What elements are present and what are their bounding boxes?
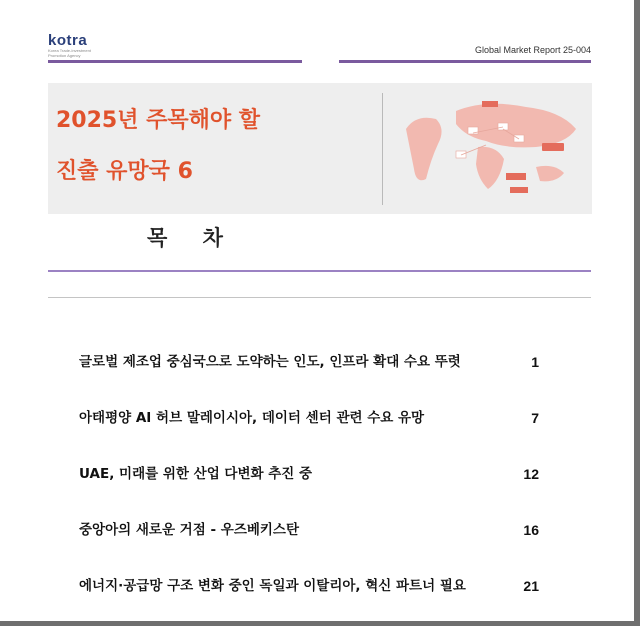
toc-item-page: 12 <box>523 466 539 482</box>
toc-item-page: 7 <box>531 410 539 426</box>
map-continent-americas <box>406 118 442 181</box>
toc-item[interactable] <box>79 463 539 485</box>
toc-rule-purple <box>48 270 591 272</box>
toc-item-label: 에너지·공급망 구조 변화 중인 독일과 이탈리아, 혁신 파트너 필요 <box>79 578 466 594</box>
world-trade-map-illustration <box>386 89 586 209</box>
toc-rule-gray <box>48 297 591 298</box>
banner-divider <box>382 93 383 205</box>
logo-text: kotra <box>48 32 88 49</box>
toc-item[interactable] <box>79 519 539 541</box>
toc-item-label: 아태평양 AI 허브 말레이시아, 데이터 센터 관련 수요 유망 <box>79 410 425 426</box>
map-box-2 <box>514 135 524 142</box>
map-truck <box>542 143 564 151</box>
map-continent-oceania <box>536 166 564 181</box>
toc-title: 목 차 <box>147 226 237 250</box>
banner-title-line1: 2025년 주목해야 할 <box>56 108 261 133</box>
map-box-3 <box>456 151 466 158</box>
title-banner <box>48 83 592 214</box>
header-rule-left <box>48 60 302 63</box>
toc-item-page: 1 <box>531 354 539 370</box>
toc-item[interactable] <box>79 575 539 597</box>
report-code: Global Market Report 25-004 <box>474 45 591 55</box>
toc-item-label: 글로벌 제조업 중심국으로 도약하는 인도, 인프라 확대 수요 뚜렷 <box>79 354 461 370</box>
map-container-2 <box>510 187 528 193</box>
map-box-1 <box>498 123 508 130</box>
header-rule-right <box>339 60 591 63</box>
map-continent-africa <box>476 147 504 189</box>
logo-subtitle-line1: Korea Trade-Investment <box>48 48 91 53</box>
banner-title-line2: 진출 유망국 6 <box>56 159 193 184</box>
toc-item-page: 16 <box>523 522 539 538</box>
toc-item-page: 21 <box>523 578 539 594</box>
map-container-1 <box>506 173 526 180</box>
toc-item[interactable] <box>79 407 539 429</box>
kotra-logo <box>48 33 118 58</box>
toc-item[interactable] <box>79 351 539 373</box>
toc-item-label: 중앙아의 새로운 거점 - 우즈베키스탄 <box>79 522 300 538</box>
toc-item-label: UAE, 미래를 위한 산업 다변화 추진 중 <box>79 466 313 482</box>
map-container-3 <box>482 101 498 107</box>
logo-subtitle-line2: Promotion Agency <box>48 53 81 58</box>
